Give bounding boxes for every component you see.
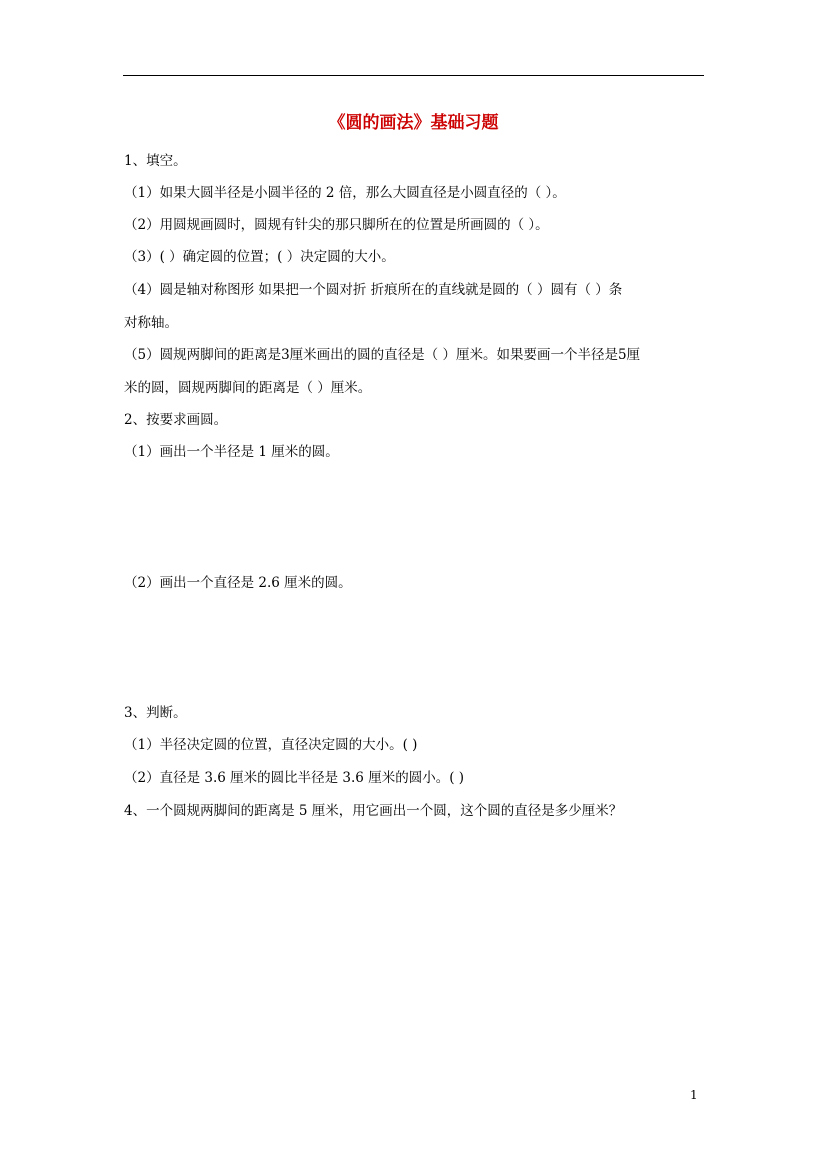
header-rule <box>123 75 704 76</box>
question-1-5-line-1: （5）圆规两脚间的距离是3厘米画出的圆的直径是（ ）厘米。如果要画一个半径是5厘 <box>124 347 641 363</box>
question-2-1: （1）画出一个半径是 1 厘米的圆。 <box>124 444 339 460</box>
question-3-1: （1）半径决定圆的位置，直径决定圆的大小。( ) <box>124 737 418 753</box>
section-3-heading: 3、判断。 <box>124 705 187 721</box>
section-4-heading: 4、一个圆规两脚间的距离是 5 厘米，用它画出一个圆，这个圆的直径是多少厘米？ <box>124 803 623 819</box>
question-1-3: （3）( ）确定圆的位置；( ）决定圆的大小。 <box>124 249 395 265</box>
question-1-5-line-2: 米的圆，圆规两脚间的距离是（ ）厘米。 <box>124 380 372 396</box>
question-1-2: （2）用圆规画圆时，圆规有针尖的那只脚所在的位置是所画圆的（ ）。 <box>124 217 549 233</box>
question-3-2: （2）直径是 3.6 厘米的圆比半径是 3.6 厘米的圆小。( ) <box>124 770 465 786</box>
question-2-2: （2）画出一个直径是 2.6 厘米的圆。 <box>124 575 352 591</box>
page-number: 1 <box>690 1088 698 1102</box>
question-1-4-line-2: 对称轴。 <box>124 315 178 331</box>
page-title: 《圆的画法》基础习题 <box>328 113 499 133</box>
question-1-4-line-1: （4）圆是轴对称图形 如果把一个圆对折 折痕所在的直线就是圆的（ ）圆有（ ）条 <box>124 282 623 298</box>
question-1-1: （1）如果大圆半径是小圆半径的 2 倍，那么大圆直径是小圆直径的（ ）。 <box>124 185 566 201</box>
section-1-heading: 1、填空。 <box>124 153 187 169</box>
section-2-heading: 2、按要求画圆。 <box>124 412 228 428</box>
